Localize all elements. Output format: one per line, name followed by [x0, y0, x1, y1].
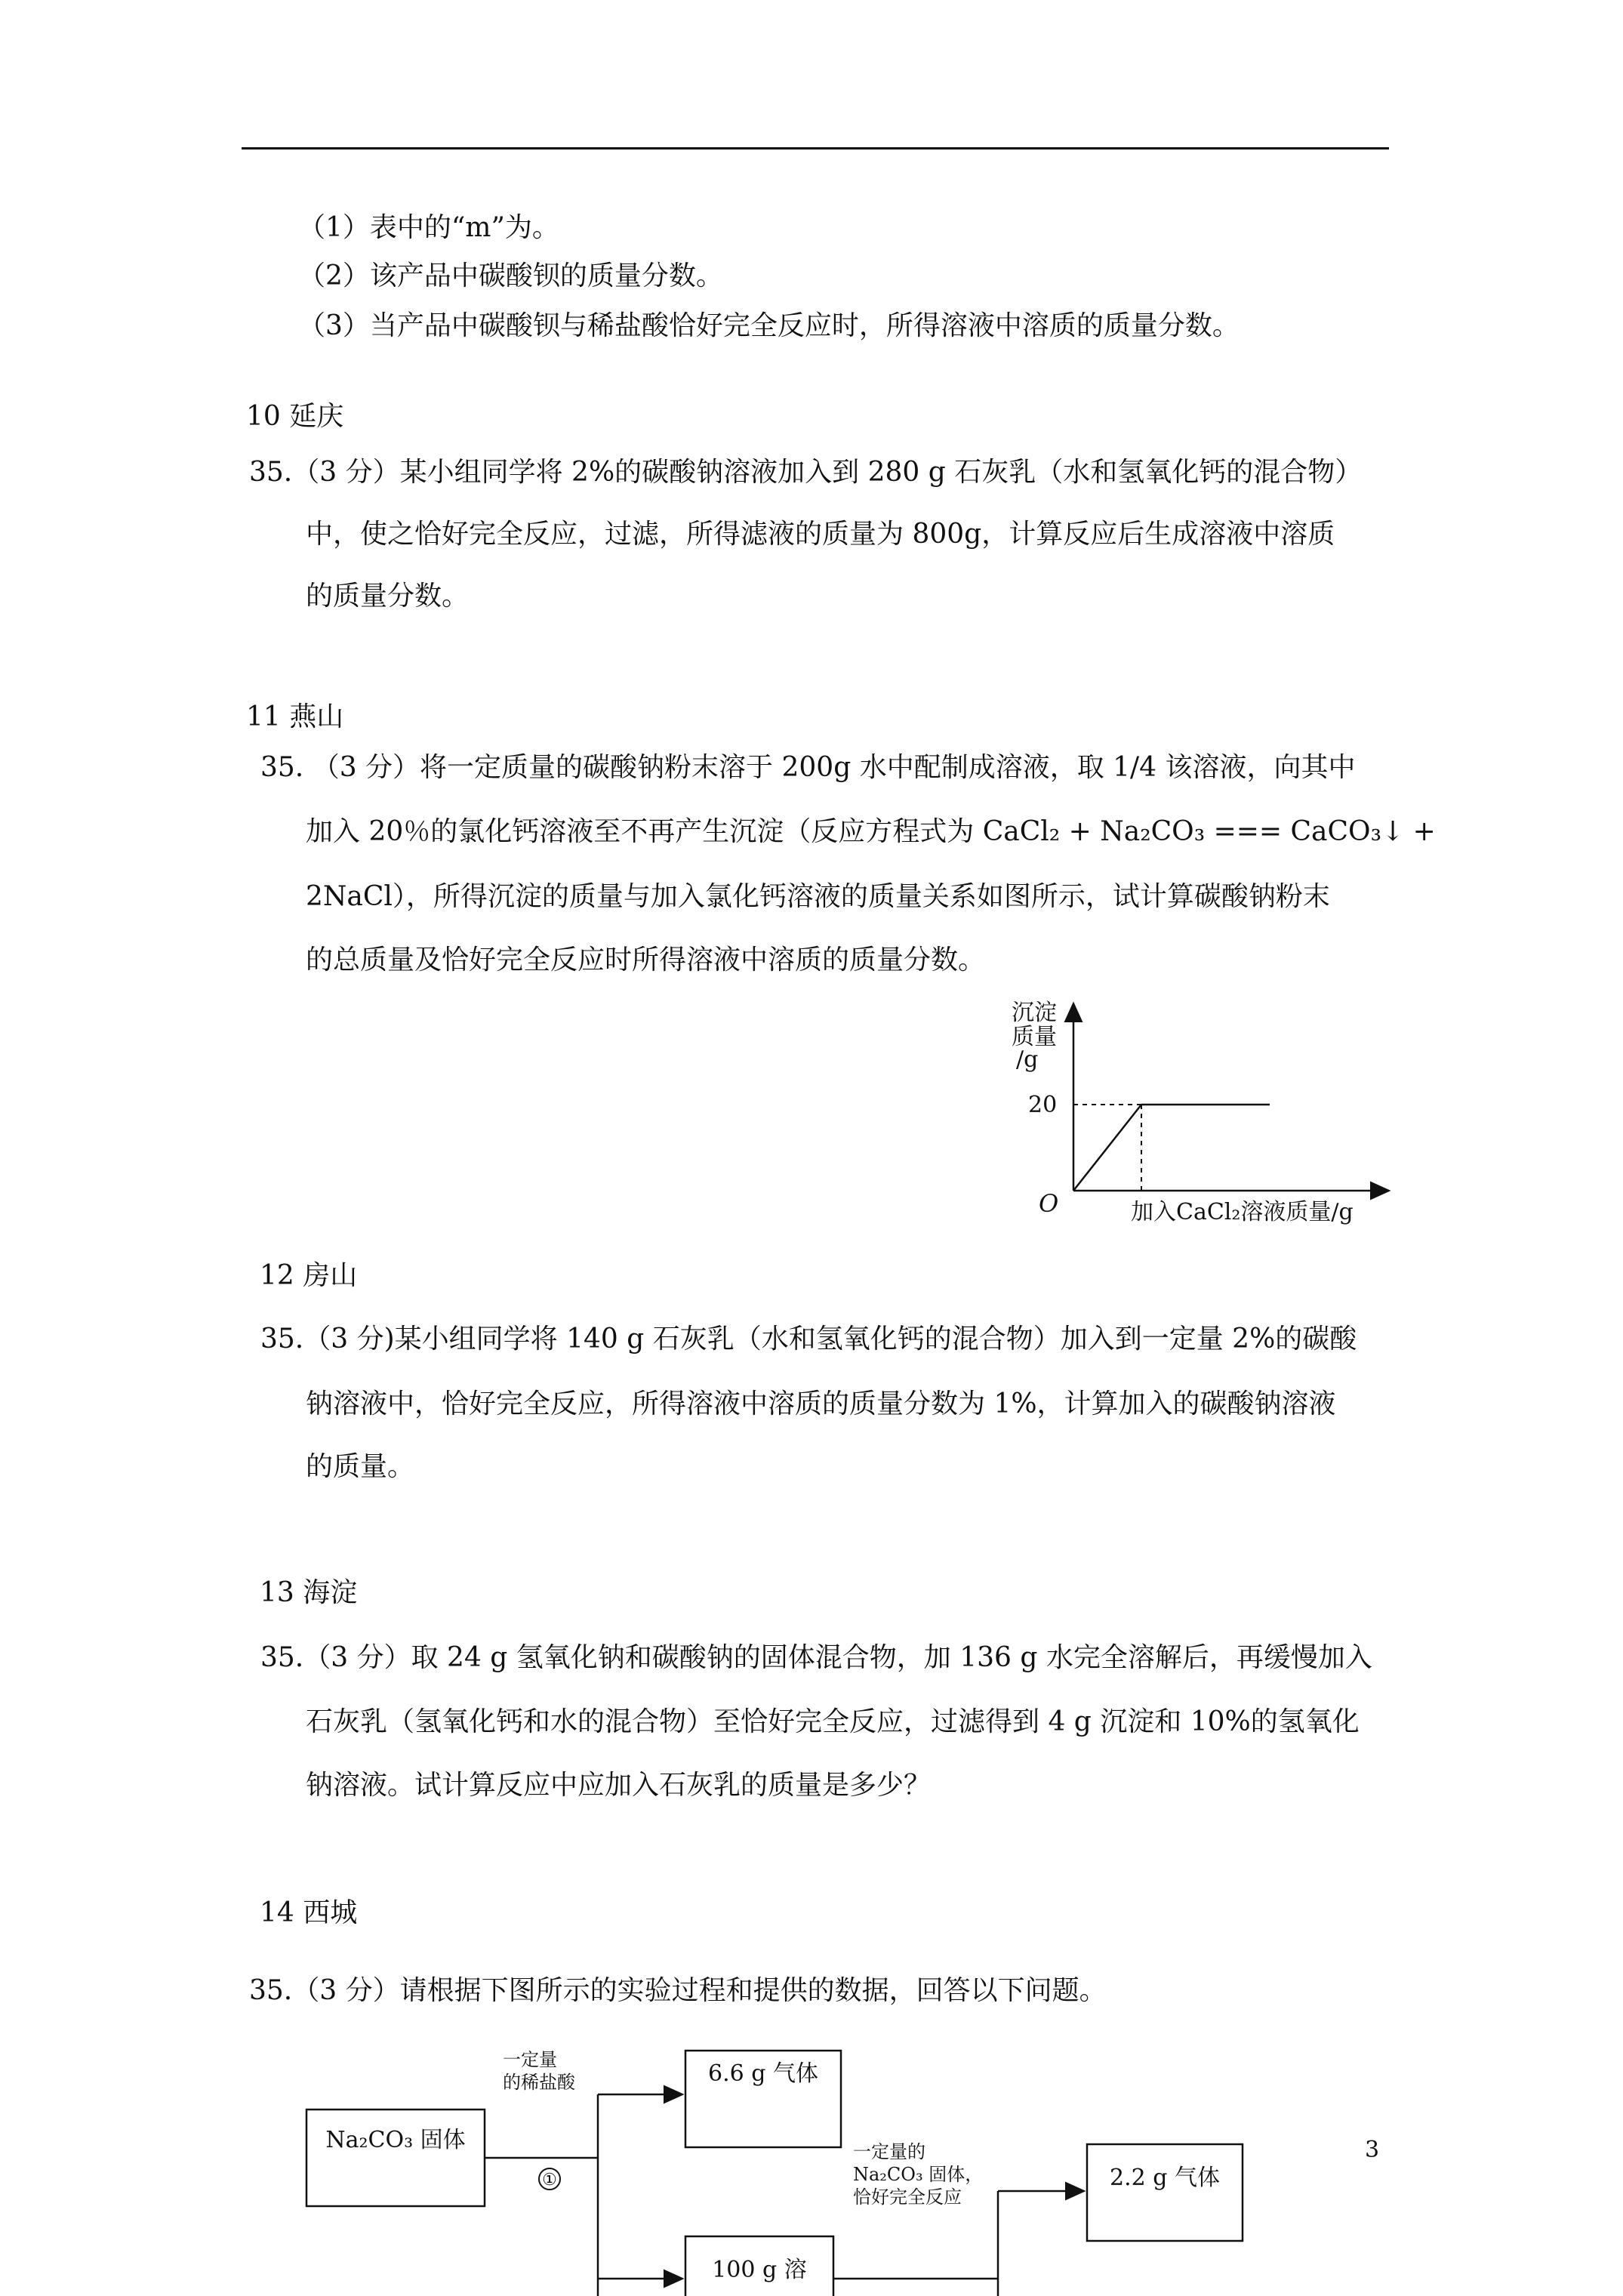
box-na2co3-solid: [306, 2110, 485, 2206]
x-axis-label: 加入CaCl₂溶液质量/g: [1131, 1199, 1354, 1225]
y-label-line: 沉淀: [1012, 1000, 1057, 1026]
problem-line: 的质量。: [306, 1451, 415, 1482]
problem-line: 的质量分数。: [306, 581, 470, 612]
section-header-haidian: 13 海淀: [260, 1577, 358, 1608]
section-header-xicheng: 14 西城: [260, 1897, 358, 1928]
section-header-yanshan: 11 燕山: [246, 701, 344, 732]
problem-line: 2NaCl），所得沉淀的质量与加入氯化钙溶液的质量关系如图所示，试计算碳酸钠粉末: [306, 881, 1330, 912]
box-gas2-label: 2.2 g 气体: [1110, 2165, 1220, 2191]
section-header-fangshan: 12 房山: [260, 1260, 358, 1291]
problem-line: 35.（3 分）请根据下图所示的实验过程和提供的数据，回答以下问题。: [249, 1975, 1107, 2006]
box-solution-label: 100 g 溶: [712, 2257, 807, 2283]
y-label-line: 质量: [1012, 1024, 1057, 1050]
rising-segment: [1073, 1105, 1141, 1191]
problem-line: 中，使之恰好完全反应，过滤，所得滤液的质量为 800g，计算反应后生成溶液中溶质: [306, 519, 1335, 550]
box-gas1-label: 6.6 g 气体: [708, 2060, 818, 2087]
question-part-1: （1）表中的“m”为。: [298, 212, 559, 243]
question-part-2: （2）该产品中碳酸钡的质量分数。: [298, 260, 723, 291]
arrow2-label-line: 一定量的: [853, 2141, 925, 2162]
arrow2-label-line: Na₂CO₃ 固体，: [853, 2164, 984, 2185]
precipitate-graph: [996, 993, 1404, 1242]
arrow1-label-line: 一定量: [503, 2049, 557, 2070]
problem-line: 钠溶液。试计算反应中应加入石灰乳的质量是多少？: [306, 1770, 932, 1801]
problem-line: 35.（3 分)某小组同学将 140 g 石灰乳（水和氢氧化钙的混合物）加入到一定量 2%的碳酸: [260, 1324, 1357, 1354]
arrow1-label-line: 的稀盐酸: [503, 2072, 575, 2093]
arrow2-label-line: 恰好完全反应: [853, 2187, 962, 2208]
y-label-line: /g: [1016, 1046, 1039, 1073]
y-tick-label: 20: [1028, 1092, 1058, 1118]
origin-label: O: [1039, 1189, 1059, 1218]
problem-line: 石灰乳（氢氧化钙和水的混合物）至恰好完全反应，过滤得到 4 g 沉淀和 10%的氢氧化: [306, 1706, 1360, 1737]
problem-line: 加入 20％的氯化钙溶液至不再产生沉淀（反应方程式为 CaCl₂ + Na₂CO₃ === CaCO₃↓ +: [306, 816, 1436, 847]
section-header-yanqing: 10 延庆: [246, 401, 344, 432]
question-part-3: （3）当产品中碳酸钡与稀盐酸恰好完全反应时，所得溶液中溶质的质量分数。: [298, 310, 1240, 341]
problem-line: 钠溶液中，恰好完全反应，所得溶液中溶质的质量分数为 1%，计算加入的碳酸钠溶液: [306, 1388, 1336, 1419]
page-number: 3: [1365, 2137, 1380, 2163]
step-1-marker: ①: [542, 2171, 557, 2190]
experiment-flow-diagram: [287, 2039, 1313, 2296]
problem-line: 35.（3 分）某小组同学将 2%的碳酸钠溶液加入到 280 g 石灰乳（水和氢氧化钙的混合物）: [249, 457, 1363, 488]
box-start-label: Na₂CO₃ 固体: [325, 2127, 466, 2153]
problem-line: 的总质量及恰好完全反应时所得溶液中溶质的质量分数。: [306, 945, 986, 975]
problem-line: 35.（3 分）取 24 g 氢氧化钠和碳酸钠的固体混合物，加 136 g 水完全溶解后，再缓慢加入: [260, 1642, 1372, 1673]
header-rule: [242, 147, 1389, 149]
problem-line: 35. （3 分）将一定质量的碳酸钠粉末溶于 200g 水中配制成溶液，取 1/4 该溶液，向其中: [260, 752, 1356, 783]
box-gas-2-2: [1087, 2144, 1243, 2241]
